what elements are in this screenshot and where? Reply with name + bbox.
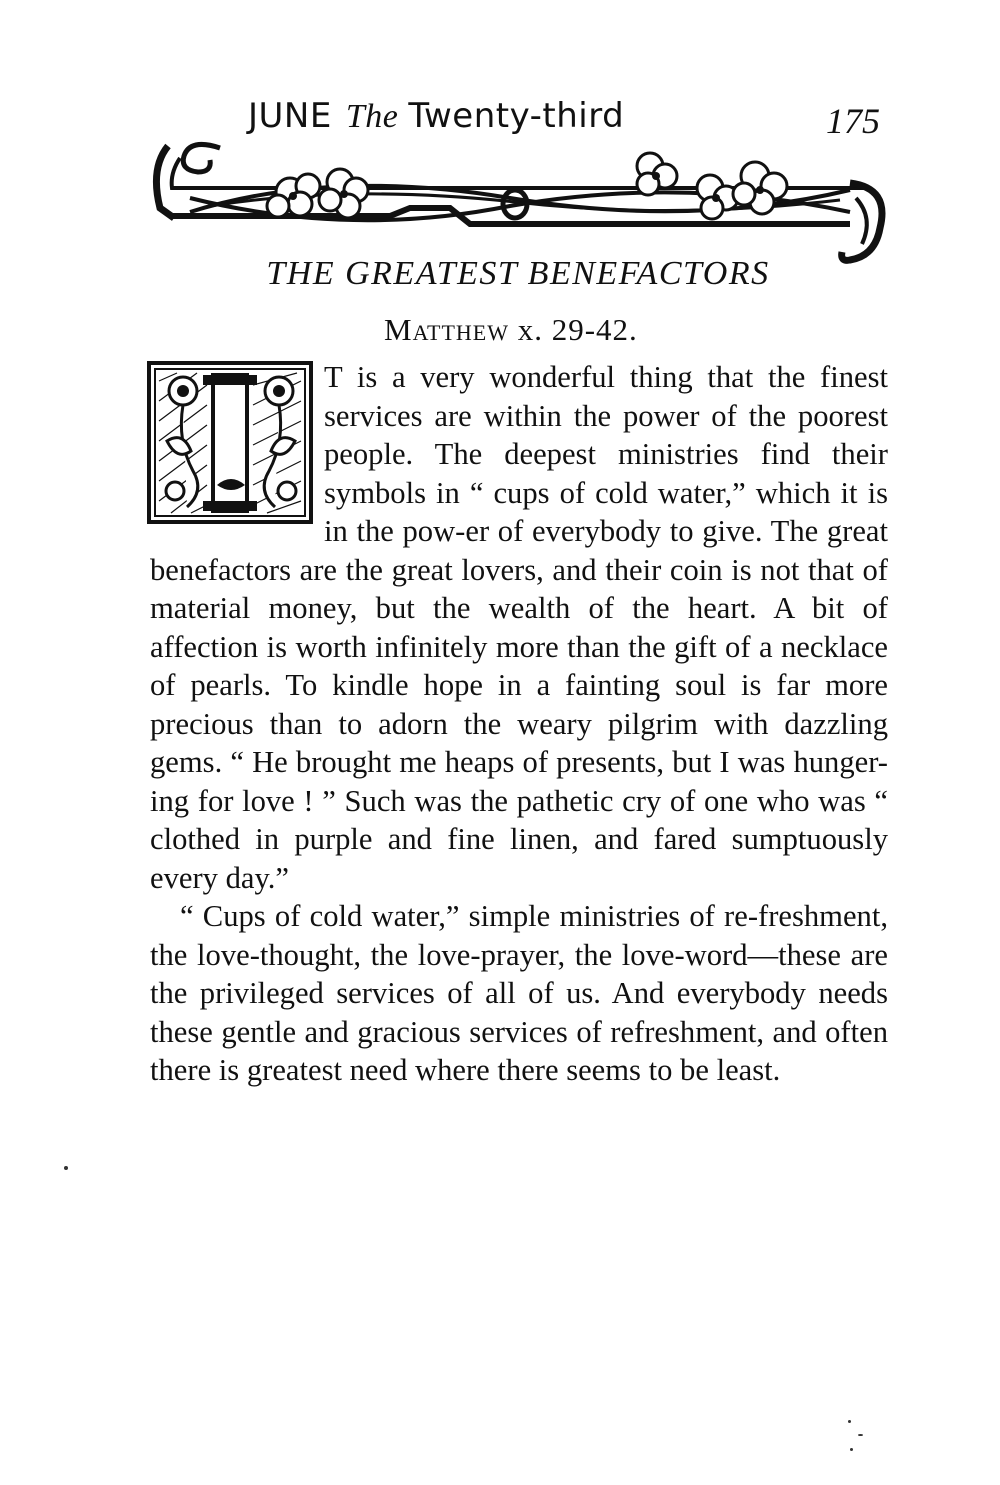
scripture-reference <box>384 312 638 348</box>
paragraph-2: “ Cups of cold water,” simple ministries of re-freshment, the love-thought, the love-prayer, the love-word—these are the privileged services of all of us. And everybody needs these gentle and gracious services of refreshment, and often there is greatest need where there seems to be least. <box>150 899 888 1087</box>
header-month: JUNE <box>248 96 332 136</box>
article-title: THE GREATEST BENEFACTORS <box>266 255 770 292</box>
print-speck <box>850 1448 853 1451</box>
paragraph-1: T is a very wonderful thing that the finest services are within the power of the poorest people. The deepest ministries find their symbols in “ cups of cold water,” which it is in the pow-er of everybody to give. The great benefactors are the great lovers, and their coin is not that of material money, but the wealth of the heart. A bit of affection is worth infinitely more than the gift of a necklace of pearls. To kindle hope in a fainting soul is far more precious than to adorn the weary pilgrim with dazzling gems. “ He brought me heaps of presents, but I was hunger-ing for love ! ” Such was the pathetic cry of one who was “ clothed in purple and fine linen, and fared sumptuously every day.” <box>150 360 888 895</box>
page-number: 175 <box>826 101 880 141</box>
article-body <box>150 358 888 1090</box>
reference-verse: x. 29-42. <box>517 312 638 347</box>
header-the: The <box>345 98 399 135</box>
print-speck <box>858 1434 863 1436</box>
reference-book: Matthew <box>384 312 509 347</box>
dropcap-space <box>150 358 324 548</box>
header-day: Twenty-third <box>408 96 625 136</box>
print-speck <box>848 1420 851 1423</box>
print-speck <box>64 1166 68 1170</box>
